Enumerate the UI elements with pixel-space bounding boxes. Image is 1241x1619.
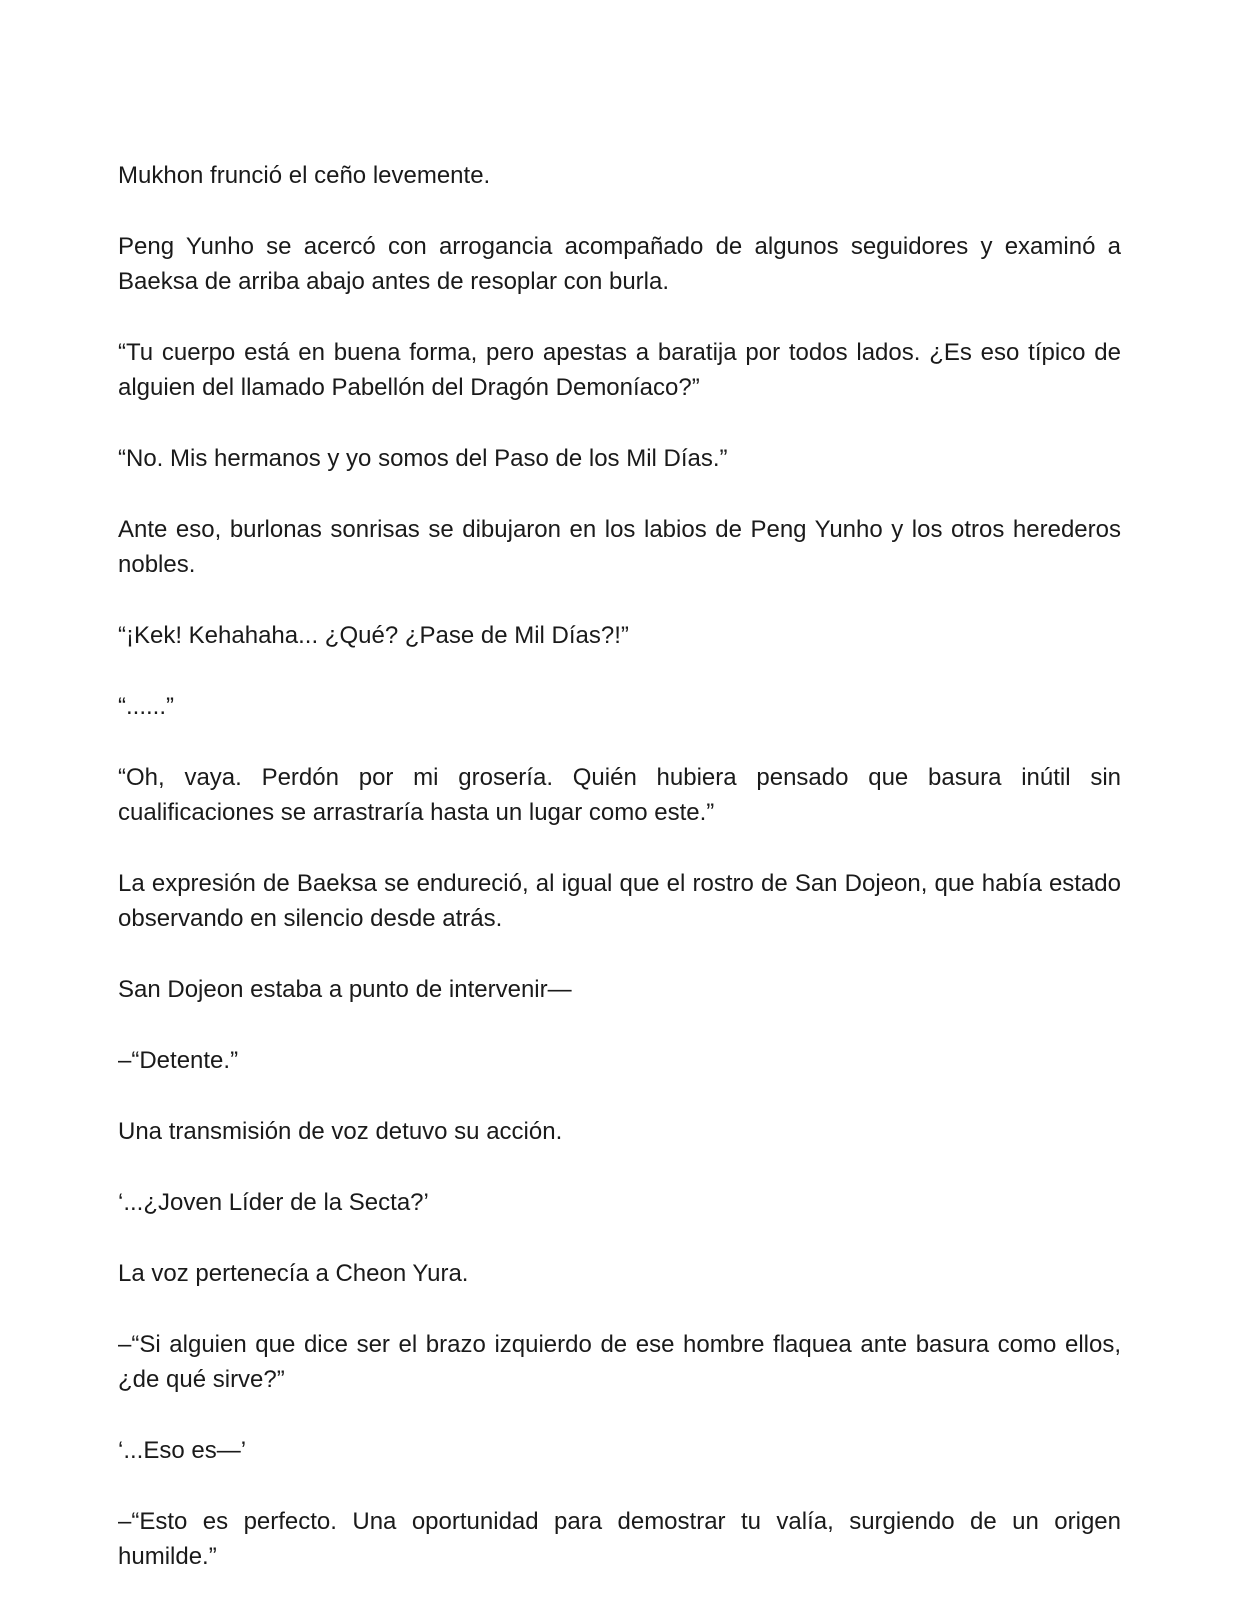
paragraph-17: –“Esto es perfecto. Una oportunidad para demostrar tu valía, surgiendo de un origen humilde.” <box>118 1508 1121 1570</box>
paragraph-12: Una transmisión de voz detuvo su acción. <box>118 1118 563 1145</box>
document-body <box>118 158 1121 1574</box>
paragraph-11: –“Detente.” <box>118 1047 239 1074</box>
paragraph-9: La expresión de Baeksa se endureció, al igual que el rostro de San Dojeon, que había estado observando en silencio desde atrás. <box>118 870 1121 932</box>
paragraph-13: ‘...¿Joven Líder de la Secta?’ <box>118 1189 429 1216</box>
paragraph-1: Mukhon frunció el ceño levemente. <box>118 162 491 189</box>
paragraph-4: “No. Mis hermanos y yo somos del Paso de los Mil Días.” <box>118 445 728 472</box>
paragraph-10: San Dojeon estaba a punto de intervenir— <box>118 976 572 1003</box>
paragraph-6: “¡Kek! Kehahaha... ¿Qué? ¿Pase de Mil Días?!” <box>118 622 629 649</box>
paragraph-8: “Oh, vaya. Perdón por mi grosería. Quién hubiera pensado que basura inútil sin cualificaciones se arrastraría hasta un lugar como este.” <box>118 764 1121 826</box>
paragraph-7: “......” <box>118 693 174 720</box>
paragraph-2: Peng Yunho se acercó con arrogancia acompañado de algunos seguidores y examinó a Baeksa de arriba abajo antes de resoplar con burla. <box>118 233 1121 295</box>
paragraph-5: Ante eso, burlonas sonrisas se dibujaron en los labios de Peng Yunho y los otros herederos nobles. <box>118 516 1121 578</box>
paragraph-14: La voz pertenecía a Cheon Yura. <box>118 1260 469 1287</box>
paragraph-16: ‘...Eso es—’ <box>118 1437 247 1464</box>
paragraph-15: –“Si alguien que dice ser el brazo izquierdo de ese hombre flaquea ante basura como ellos, ¿de qué sirve?” <box>118 1331 1121 1393</box>
paragraph-3: “Tu cuerpo está en buena forma, pero apestas a baratija por todos lados. ¿Es eso típico de alguien del llamado Pabellón del Dragón Demoníaco?” <box>118 339 1121 401</box>
